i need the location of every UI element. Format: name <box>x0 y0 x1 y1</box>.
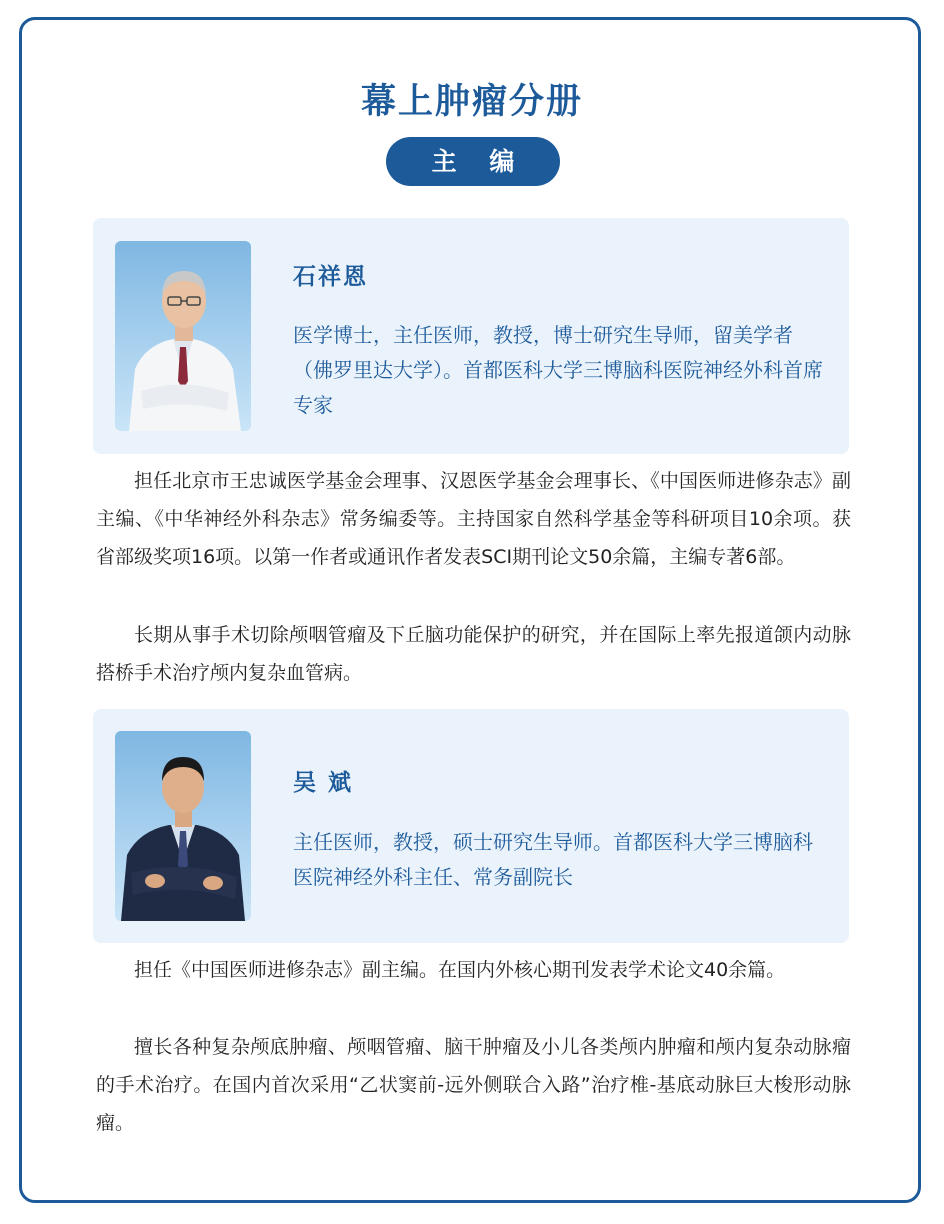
editor-2-bio: 主任医师，教授，硕士研究生导师。首都医科大学三博脑科医院神经外科主任、常务副院长 <box>293 830 813 889</box>
editor-1-name: 石祥恩 <box>293 264 368 290</box>
editor-1-paragraph-1: 担任北京市王忠诚医学基金会理事、汉恩医学基金会理事长、《中国医师进修杂志》副主编、《中华神经外科杂志》常务编委等。主持国家自然科学基金等科研项目10余项。获省部级奖项16项。以第一作者或通讯作者发表SCI期刊论文50余篇，主编专著6部。 <box>96 470 851 568</box>
editor-2-paragraph-2: 擅长各种复杂颅底肿瘤、颅咽管瘤、脑干肿瘤及小儿各类颅内肿瘤和颅内复杂动脉瘤的手术治疗。在国内首次采用“乙状窦前-远外侧联合入路”治疗椎-基底动脉巨大梭形动脉瘤。 <box>96 1036 851 1134</box>
portrait-illustration <box>115 241 251 431</box>
editor-2-name: 吴 斌 <box>293 770 354 796</box>
page-frame <box>19 17 921 1203</box>
section-title: 幕上肿瘤分册 <box>360 82 583 122</box>
editor-1-bio: 医学博士，主任医师，教授，博士研究生导师，留美学者（佛罗里达大学）。首都医科大学三博脑科医院神经外科首席专家 <box>293 323 823 417</box>
editor-2-portrait <box>115 731 251 921</box>
editor-2-paragraph-1: 担任《中国医师进修杂志》副主编。在国内外核心期刊发表学术论文40余篇。 <box>134 959 786 981</box>
portrait-illustration <box>115 731 251 921</box>
editor-card-1 <box>93 218 849 454</box>
editor-1-portrait <box>115 241 251 431</box>
editor-card-2 <box>93 709 849 943</box>
role-badge: 主 编 <box>386 137 560 186</box>
editor-1-paragraph-2: 长期从事手术切除颅咽管瘤及下丘脑功能保护的研究，并在国际上率先报道颌内动脉搭桥手术治疗颅内复杂血管病。 <box>96 624 851 684</box>
